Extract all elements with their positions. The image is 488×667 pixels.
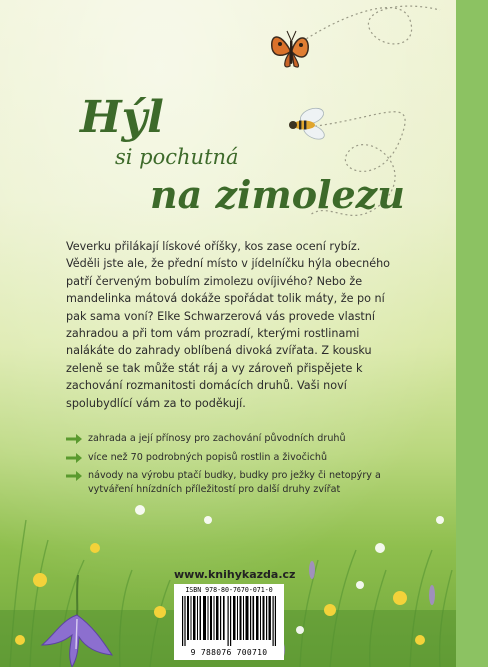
- feature-list: [66, 432, 406, 501]
- arrow-right-icon: [66, 471, 82, 481]
- spine-strip: [456, 0, 488, 667]
- title-line-1: Hýl: [80, 92, 164, 143]
- bellflower-icon: [32, 575, 122, 667]
- list-item-text: více než 70 podrobných popisů rostlin a živočichů: [88, 451, 328, 463]
- title-line-2: si pochutná: [115, 145, 239, 169]
- arrow-right-icon: [66, 434, 82, 444]
- barcode-bars: [182, 596, 276, 646]
- title-line-3: na zimolezu: [150, 172, 405, 217]
- list-item-text: návody na výrobu ptačí budky, budky pro ježky či netopýry a vytváření hnízdních příležitostí pro další druhy zvířat: [88, 470, 381, 495]
- barcode: [174, 584, 284, 660]
- isbn-text: ISBN 978-80-7670-071-0: [185, 586, 273, 594]
- bee-icon: [288, 106, 328, 142]
- list-item-text: zahrada a její přínosy pro zachování původních druhů: [88, 433, 346, 444]
- list-item: [66, 451, 406, 465]
- blurb-text: Veverku přilákají lískové oříšky, kos zase ocení rybíz. Věděli jste ale, že přední místo v jídelníčku hýla obecného patří červeným bobulím zimolezu ovíjivého? Nebo že mandelinka mátová dokáže spořádat tolik máty, že po ní pak sama voní? Elke Schwarzerová vás provede vlastní zahradou a při tom vám prozradí, kterými rostlinami nalákáte do zahrady oblíbená divoká zvířata. Z kousku zeleně se tak může stát ráj a vy zároveň přispějete k zachování rozmanitosti domácích druhů. Vaši noví spolubydlící vám za to poděkují.: [66, 240, 391, 410]
- butterfly-icon: [268, 26, 314, 72]
- arrow-right-icon: [66, 453, 82, 463]
- list-item: [66, 432, 406, 446]
- barcode-number: 9 788076 700710: [190, 648, 268, 657]
- website-link[interactable]: www.knihykazda.cz: [174, 568, 296, 581]
- list-item: [66, 469, 406, 496]
